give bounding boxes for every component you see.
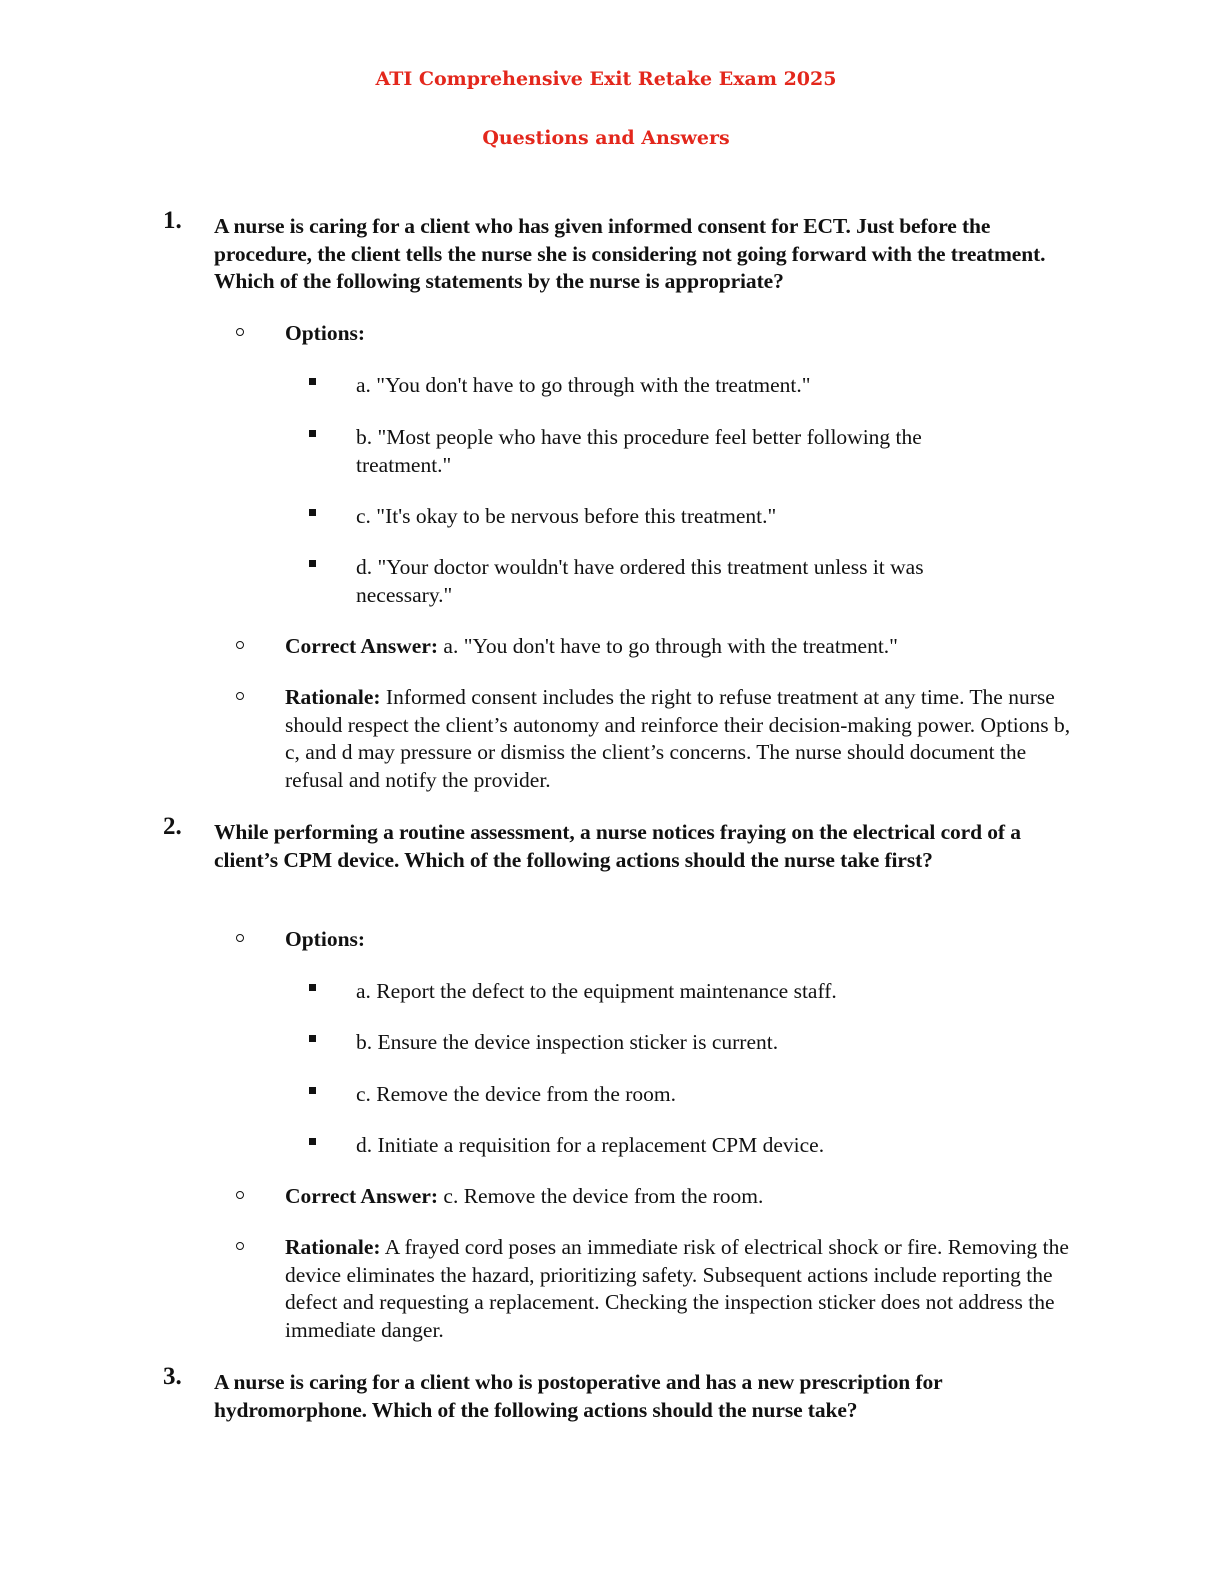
question-number: 3. — [163, 1363, 182, 1390]
correct-answer-value: a. "You don't have to go through with the treatment." — [443, 634, 898, 658]
square-bullet-icon — [309, 984, 316, 991]
correct-answer-label: Correct Answer: — [285, 634, 439, 658]
question-text: A nurse is caring for a client who is postoperative and has a new prescription for hydromorphone. Which of the following actions should the nurse take? — [214, 1370, 943, 1422]
square-bullet-icon — [309, 1138, 316, 1145]
option-item: d. "Your doctor wouldn't have ordered this treatment unless it was necessary." — [356, 555, 924, 607]
option-item: b. "Most people who have this procedure feel better following the treatment." — [356, 425, 922, 477]
option-item: a. Report the defect to the equipment maintenance staff. — [356, 979, 837, 1003]
square-bullet-icon — [309, 1035, 316, 1042]
correct-answer-value: c. Remove the device from the room. — [443, 1184, 764, 1208]
option-item: a. "You don't have to go through with the treatment." — [356, 373, 811, 397]
square-bullet-icon — [309, 1087, 316, 1094]
circle-bullet-icon — [236, 1187, 244, 1203]
document-title: ATI Comprehensive Exit Retake Exam 2025 — [375, 68, 837, 90]
rationale-text: A frayed cord poses an immediate risk of electrical shock or fire. Removing the device eliminates the hazard, prioritizing safety. Subsequent actions include reporting the defect and requesting a replacement. Checking the inspection sticker does not address the immediate danger. — [285, 1235, 1069, 1342]
rationale-text: Informed consent includes the right to refuse treatment at any time. The nurse should respect the client’s autonomy and reinforce their decision-making power. Options b, c, and d may pressure or dismiss the client’s concerns. The nurse should document the refusal and notify the provider. — [285, 685, 1071, 792]
options-label: Options: — [285, 927, 366, 951]
circle-bullet-icon — [236, 324, 244, 340]
option-item: c. "It's okay to be nervous before this treatment." — [356, 504, 777, 528]
question-number: 2. — [163, 813, 182, 840]
rationale-label: Rationale: — [285, 685, 381, 709]
options-label: Options: — [285, 321, 366, 345]
square-bullet-icon — [309, 430, 316, 437]
correct-answer-label: Correct Answer: — [285, 1184, 439, 1208]
question-text: While performing a routine assessment, a nurse notices fraying on the electrical cord of a client’s CPM device. Which of the following actions should the nurse take first? — [214, 820, 1021, 872]
question-text: A nurse is caring for a client who has given informed consent for ECT. Just before the procedure, the client tells the nurse she is considering not going forward with the treatment. Which of the following statements by the nurse is appropriate? — [214, 214, 1046, 293]
circle-bullet-icon — [236, 930, 244, 946]
question-number: 1. — [163, 207, 182, 234]
square-bullet-icon — [309, 378, 316, 385]
option-item: b. Ensure the device inspection sticker is current. — [356, 1030, 779, 1054]
document-subtitle: Questions and Answers — [482, 127, 730, 149]
option-item: d. Initiate a requisition for a replacement CPM device. — [356, 1133, 825, 1157]
rationale-label: Rationale: — [285, 1235, 381, 1259]
option-item: c. Remove the device from the room. — [356, 1082, 677, 1106]
circle-bullet-icon — [236, 688, 244, 704]
square-bullet-icon — [309, 560, 316, 567]
circle-bullet-icon — [236, 637, 244, 653]
square-bullet-icon — [309, 509, 316, 516]
circle-bullet-icon — [236, 1238, 244, 1254]
